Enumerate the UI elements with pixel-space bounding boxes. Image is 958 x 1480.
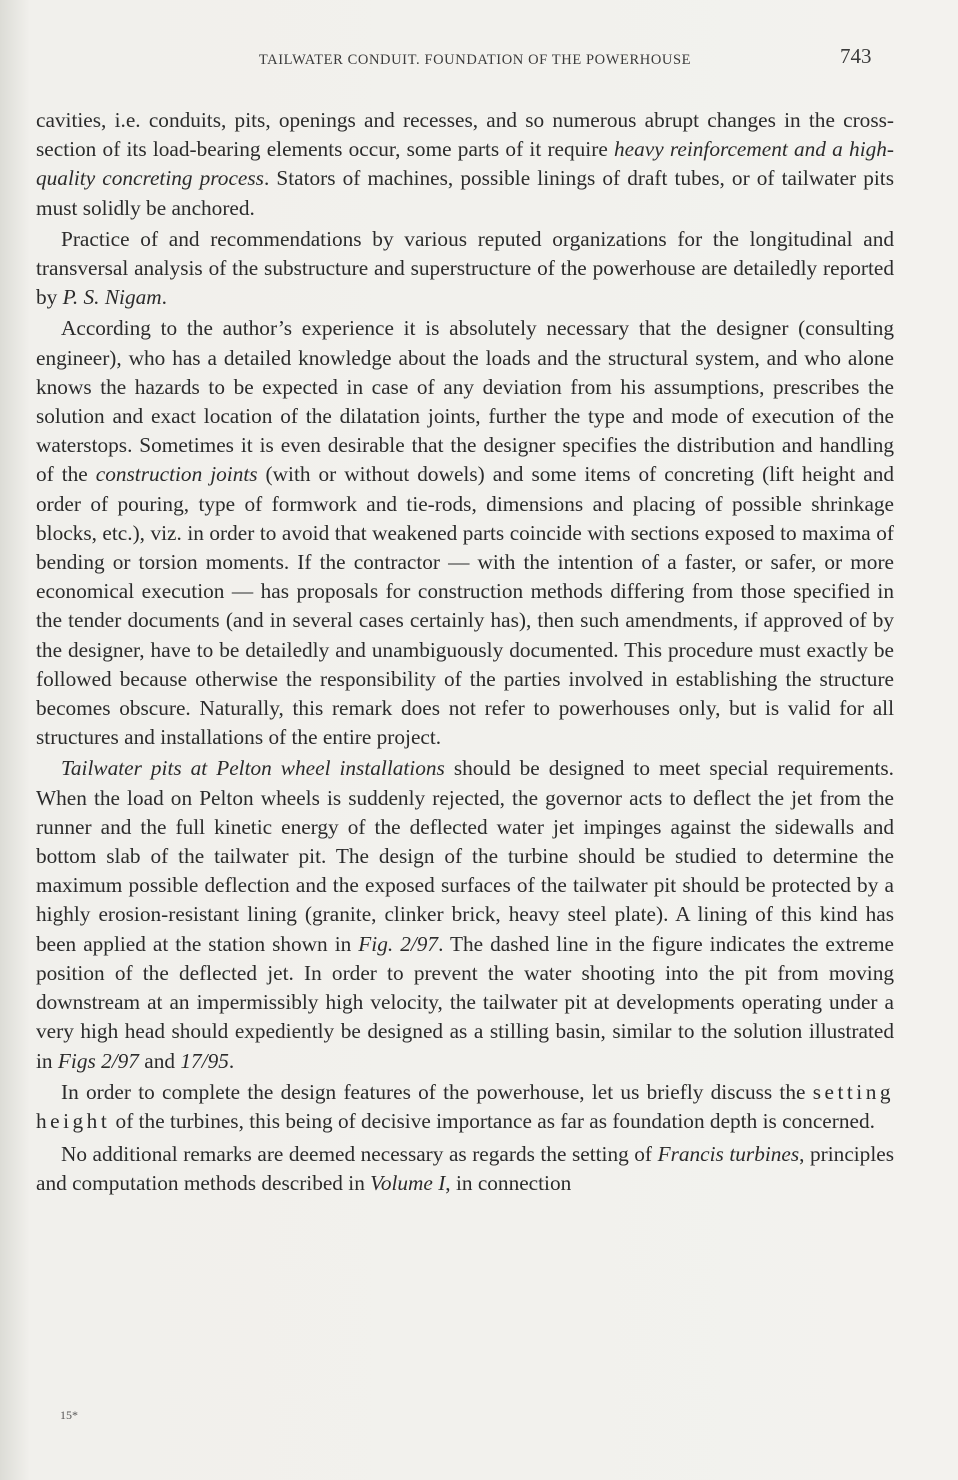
figure-reference: Fig. 2/97 xyxy=(358,931,439,956)
text-run: cavities, i.e. conduits, pits, openings and recesses, and so numerous abrupt changes in the cross-section of its load-bearing elements occur, some parts of it require xyxy=(36,108,894,162)
printer-signature-mark: 15* xyxy=(60,1408,78,1422)
text-run: , principles and computation methods described in xyxy=(36,1142,894,1196)
page-number: 743 xyxy=(840,44,872,68)
paragraph-1 xyxy=(36,106,894,223)
text-run: (with or without dowels) and some items of concreting (lift height and order of pouring, type of formwork and tie-rods, dimensions and placing of possible shrinkage blocks, etc.), viz. in order to avoid that weakened parts coincide with sections exposed to maxima of bending or torsion moments. If the contractor — with the intention of a faster, or safer, or more economical execution — has proposals for construction methods differing from those specified in the tender documents (and in several cases certainly has), then such amendments, if approved of by the designer, have to be detailedly and unambiguously documented. This procedure must exactly be followed because otherwise the responsibility of the parties involved in establishing the structure becomes obscure. Naturally, this remark does not refer to powerhouses only, but is valid for all structures and installations of the entire project. xyxy=(36,462,895,750)
text-run: . The dashed line in the figure indicates the extreme position of the deflected jet. In order to prevent the water shooting into the pit from moving downstream at an impermissibly high velocity, the tailwater pit at developments operating under a very high head should expediently be designed as a stilling basin, similar to the solution illustrated in xyxy=(36,931,894,1073)
paragraph-6 xyxy=(36,1140,894,1198)
text-run: should be designed to meet special requirements. When the load on Pelton wheels is suddenly rejected, the governor acts to deflect the jet from the runner and the full kinetic energy of the deflected water jet impinges against the sidewalls and bottom slab of the tailwater pit. The design of the turbine should be studied to determine the maximum possible deflection and the exposed surfaces of the tailwater pit should be protected by a highly erosion-resistant lining (granite, clinker brick, heavy steel plate). A lining of this kind has been applied at the station shown in xyxy=(36,756,894,956)
text-run: In order to complete the design features of the powerhouse, let us briefly discuss the xyxy=(61,1079,813,1104)
text-run: No additional remarks are deemed necessary as regards the setting of xyxy=(61,1142,658,1167)
italic-phrase: Volume I xyxy=(370,1171,446,1196)
text-run: Practice of and recommendations by various reputed organizations for the longitudinal and transversal analysis of the substructure and superstructure of the powerhouse are detailedly reported by xyxy=(36,226,894,310)
text-run: . Stators of machines, possible linings of draft tubes, or of tailwater pits must solidly be anchored. xyxy=(36,166,895,220)
text-run: of the turbines, this being of decisive importance as far as foundation depth is concerned. xyxy=(110,1108,875,1133)
text-run: and xyxy=(138,1048,181,1073)
paragraph-3 xyxy=(36,314,894,752)
author-name: P. S. Nigam xyxy=(62,285,162,310)
figure-reference: 17/95 xyxy=(180,1048,229,1073)
text-run: . xyxy=(228,1048,235,1073)
text-run: . xyxy=(161,285,167,310)
paragraph-4 xyxy=(36,754,894,1075)
italic-phrase: construction joints xyxy=(95,462,258,487)
italic-phrase: Tailwater pits at Pelton wheel installations xyxy=(61,756,445,781)
paragraph-5 xyxy=(36,1078,894,1136)
text-run: According to the author’s experience it is absolutely necessary that the designer (consulting engineer), who has a detailed knowledge about the loads and the structural system, and who alone knows the hazards to be expected in case of any deviation from his assumptions, prescribes the solution and exact location of the dilatation joints, further the type and mode of execution of the waterstops. Sometimes it is even desirable that the designer specifies the distribution and handling of the xyxy=(36,316,894,487)
paragraph-2 xyxy=(36,225,894,313)
running-header: TAILWATER CONDUIT. FOUNDATION OF THE POWERHOUSE xyxy=(258,52,692,68)
body-text xyxy=(36,106,894,1201)
spaced-emphasis: setting height xyxy=(36,1079,894,1133)
italic-phrase: Francis turbines xyxy=(657,1142,800,1167)
figure-reference: Figs 2/97 xyxy=(57,1048,139,1073)
italic-phrase: heavy reinforcement and a high-quality concreting process xyxy=(36,137,894,191)
text-run: , in connection xyxy=(445,1171,572,1196)
